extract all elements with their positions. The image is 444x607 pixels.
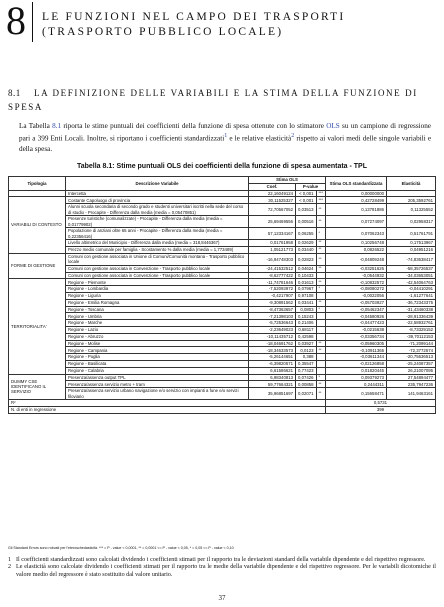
cell-std: -0,04477423 xyxy=(326,320,387,327)
cell-std: -0,04809248 xyxy=(326,253,387,265)
chapter-title xyxy=(42,10,345,40)
cell-pvalue: 0,07426 xyxy=(296,374,317,381)
cell-significance: *** xyxy=(316,197,325,204)
table-row xyxy=(9,216,436,228)
cell-elasticita: -39,70112153 xyxy=(387,333,436,340)
cell-std: 0,09379273 xyxy=(326,374,387,381)
footnotes xyxy=(8,557,436,579)
cell-coef: 22,16049124 xyxy=(249,190,296,197)
r2-value: 0,5731 xyxy=(326,400,436,407)
cell-std: 0,13781886 xyxy=(326,204,387,216)
table-row xyxy=(9,360,436,367)
table-row xyxy=(9,326,436,333)
table-row xyxy=(9,333,436,340)
section-heading xyxy=(8,86,436,114)
cell-std: -0,03356734 xyxy=(326,333,387,340)
para-text-2: riporta le stime puntuali dei coefficienti della funzione di spesa ottenute con lo stimatore xyxy=(61,122,327,130)
cell-coef: -8,62777422 xyxy=(249,272,296,279)
ols-link[interactable]: OLS xyxy=(326,122,340,130)
cell-pvalue: 0,04624 xyxy=(296,265,317,272)
cell-elasticita: -31,43460338 xyxy=(387,306,436,313)
cell-descrizione: Livello altimetrico del Municipio - Differenza dalla media (media = 318,8446367) xyxy=(66,240,249,247)
cell-coef: -5,72536643 xyxy=(249,320,296,327)
cell-std: 0,07274097 xyxy=(326,216,387,228)
cell-std: -0,05703927 xyxy=(326,299,387,306)
cell-pvalue: 0,77423 xyxy=(296,367,317,374)
cell-significance xyxy=(316,333,325,340)
cell-elasticita: 0,04951216 xyxy=(387,246,436,253)
table-note: Gli Standard Errors sono robusti per l'eteroschedasticità. *** = P - value < 0,0001, ** = 0,0001 <= P - value < 0,05, * = 0,05 <= P - value < 0,10 xyxy=(8,546,234,550)
cell-coef: -2,23649023 xyxy=(249,326,296,333)
cell-std: -0,08080272 xyxy=(326,286,387,293)
cell-std: -0,05462347 xyxy=(326,306,387,313)
cell-descrizione: Regione - Puglia xyxy=(66,354,249,361)
cell-coef: -18,34633573 xyxy=(249,347,296,354)
cell-significance: ** xyxy=(316,246,325,253)
cell-pvalue: 0,03513 xyxy=(296,204,317,216)
cell-elasticita: -0,04410291 xyxy=(387,286,436,293)
cell-coef: 1,05121773 xyxy=(249,246,296,253)
r2-row xyxy=(9,400,436,407)
cell-tipologia: TERRITORIALITA' xyxy=(9,279,66,374)
table-row xyxy=(9,374,436,381)
cell-std: -0,10911365 xyxy=(326,347,387,354)
cell-pvalue: 0,21406 xyxy=(296,320,317,327)
cell-descrizione: Regione - Calabria xyxy=(66,367,249,374)
cell-std: -0,03611344 xyxy=(326,354,387,361)
cell-coef: -16,94748303 xyxy=(249,253,296,265)
cell-tipologia xyxy=(9,190,66,197)
cell-pvalue: 0,00858 xyxy=(296,381,317,388)
cell-std: -0,10832572 xyxy=(326,279,387,286)
cell-elasticita: 205,3592761 xyxy=(387,197,436,204)
cell-std: 0,10256748 xyxy=(326,240,387,247)
cell-coef: -11,74781646 xyxy=(249,279,296,286)
cell-std: -0,04580926 xyxy=(326,313,387,320)
cell-elasticita: -72,3772574 xyxy=(387,347,436,354)
cell-descrizione: Regione - Liguria xyxy=(66,292,249,299)
chapter-heading xyxy=(4,2,345,42)
cell-significance: ** xyxy=(316,347,325,354)
cell-coef: -8,47363657 xyxy=(249,306,296,313)
cell-coef: -10,11435712 xyxy=(249,333,296,340)
cell-pvalue: 0,42598 xyxy=(296,333,317,340)
table-row xyxy=(9,320,436,327)
cell-descrizione: Intercetta xyxy=(66,190,249,197)
table-row xyxy=(9,354,436,361)
cell-elasticita: -20,75636513 xyxy=(387,354,436,361)
cell-std: 0,42728499 xyxy=(326,197,387,204)
table-row xyxy=(9,381,436,388)
estimates-table xyxy=(8,176,436,414)
cell-elasticita: 26,21007095 xyxy=(387,367,436,374)
cell-significance: * xyxy=(316,228,325,240)
cell-std: -0,0215638 xyxy=(326,326,387,333)
section-title: LA DEFINIZIONE DELLE VARIABILI E LA STIMA DELLA FUNZIONE DI SPESA xyxy=(8,88,418,112)
table-row xyxy=(9,246,436,253)
cell-tipologia: DUMMY CSE IDENTIFICANO IL SERVIZIO xyxy=(9,374,66,400)
cell-descrizione: Regione - Molise xyxy=(66,340,249,347)
cell-descrizione: Regione - Lombardia xyxy=(66,286,249,293)
n-value: 399 xyxy=(326,406,436,413)
cell-std: 0,07062343 xyxy=(326,228,387,240)
cell-descrizione: Costante Capoluogo di provincia xyxy=(66,197,249,204)
cell-descrizione: Regione - Emilia Romagna xyxy=(66,299,249,306)
cell-std: 0,00000000 xyxy=(326,190,387,197)
cell-descrizione: Presenza/assenza servizio urbano navigazione e/o servizio con impianti a fune e/o servizi filoviario xyxy=(66,388,249,400)
cell-significance: ** xyxy=(316,253,325,265)
table-row xyxy=(9,228,436,240)
cell-descrizione: Regione - Toscana xyxy=(66,306,249,313)
cell-significance xyxy=(316,320,325,327)
cell-elasticita: -36,72343375 xyxy=(387,299,436,306)
cell-std: 0,2444311 xyxy=(326,381,387,388)
footnote-1-text: Il coefficienti standardizzati sono calcolati dividendo i coefficienti stimati per il rapporto tra le deviazioni standard della variabile dipendente e del rispettivo regressore. xyxy=(16,557,426,563)
cell-descrizione: Comuni con gestione associata in Convenzione - Trasporto pubblico locale xyxy=(66,272,249,279)
cell-coef: 25,69469556 xyxy=(249,216,296,228)
cell-pvalue: 0,15243 xyxy=(296,313,317,320)
cell-pvalue: 0,35547 xyxy=(296,360,317,367)
chapter-title-line2: (TRASPORTO PUBBLICO LOCALE) xyxy=(42,26,284,38)
cell-pvalue: < 0,001 xyxy=(296,197,317,204)
footnote-ref-2[interactable]: 2 xyxy=(291,133,295,140)
table-row xyxy=(9,388,436,400)
cell-pvalue: 0,68117 xyxy=(296,326,317,333)
cell-elasticita: -22,58932761 xyxy=(387,320,436,327)
table-row xyxy=(9,265,436,272)
cell-significance xyxy=(316,326,325,333)
n-row xyxy=(9,406,436,413)
header-pvalue: P-value xyxy=(296,183,326,190)
cell-descrizione: Alunni scuola secondaria di secondo grado e studenti universitari iscritti nella sede del corso di studio - Procapite - Differenza dalla media (media = 0,05470851) xyxy=(66,204,249,216)
cell-elasticita: 141,9463161 xyxy=(387,388,436,400)
section-number: 8.1 xyxy=(8,88,21,98)
cell-pvalue: 0,03441 xyxy=(296,299,317,306)
cell-pvalue: 0,97108 xyxy=(296,292,317,299)
cell-significance: * xyxy=(316,306,325,313)
cell-descrizione: Comuni con gestione associata in Unione di Comuni/Comunità montana - Trasporto pubblico locale xyxy=(66,253,249,265)
cell-significance: ** xyxy=(316,388,325,400)
para-text-5: rispetto ai valori medi delle singole variabili e della spesa. xyxy=(19,134,432,153)
cell-coef: -0,4217907 xyxy=(249,292,296,299)
cell-pvalue: 0,02071 xyxy=(296,388,317,400)
cell-descrizione: Regione - Piemonte xyxy=(66,279,249,286)
header-coef: Coef. xyxy=(249,183,296,190)
cell-coef: -7,52093972 xyxy=(249,286,296,293)
cell-descrizione: Regione - Abruzzo xyxy=(66,333,249,340)
cell-std: 0,0826522 xyxy=(326,246,387,253)
cell-elasticita: -58,35726537 xyxy=(387,265,436,272)
cell-descrizione: Regione - Marche xyxy=(66,320,249,327)
cell-significance: ** xyxy=(316,340,325,347)
cell-coef: 35,96851697 xyxy=(249,388,296,400)
table-row xyxy=(9,347,436,354)
cell-tipologia: VARIABILI DI CONTESTO xyxy=(9,197,66,253)
cell-significance xyxy=(316,272,325,279)
table-row xyxy=(9,299,436,306)
cell-pvalue: 0,02823 xyxy=(296,253,317,265)
table-row xyxy=(9,367,436,374)
cell-pvalue: 0,10433 xyxy=(296,272,317,279)
page-number: 37 xyxy=(218,594,226,602)
cell-std: 0,15658471 xyxy=(326,388,387,400)
footnote-2-number: 2 xyxy=(8,564,12,571)
cell-pvalue: < 0,001 xyxy=(296,190,317,197)
cell-pvalue: 0,03927 xyxy=(296,340,317,347)
cell-significance xyxy=(316,367,325,374)
chapter-number: 8 xyxy=(4,2,33,42)
cell-pvalue: 0,03440 xyxy=(296,246,317,253)
cell-significance: ** xyxy=(316,240,325,247)
cell-elasticita: -8,73329152 xyxy=(387,326,436,333)
cell-significance: ** xyxy=(316,279,325,286)
cell-pvalue: 0,07967 xyxy=(296,286,317,293)
cell-elasticita xyxy=(387,190,436,197)
table-row xyxy=(9,292,436,299)
table-row xyxy=(9,190,436,197)
footnote-1-number: 1 xyxy=(8,557,12,563)
cell-descrizione: Prezzo medio comunale per famiglia - Scostamento % dalla media (media = 1,773489) xyxy=(66,246,249,253)
header-descrizione: Descrizione Variabile xyxy=(66,177,249,191)
cell-coef: -6,39820571 xyxy=(249,360,296,367)
cell-elasticita: 235,7947236 xyxy=(387,381,436,388)
para-text-3: su un campione di regressione pari a 399 Enti Locali. Inoltre, si riportano i coefficienti standardizzati xyxy=(19,122,432,143)
cell-coef: 6,61586621 xyxy=(249,367,296,374)
cell-coef: -5,26144651 xyxy=(249,354,296,361)
cell-pvalue: 0,0803 xyxy=(296,306,317,313)
table-row xyxy=(9,313,436,320)
table-row xyxy=(9,286,436,293)
cell-significance: * xyxy=(316,286,325,293)
table-row xyxy=(9,197,436,204)
header-elasticita: Elasticità xyxy=(387,177,436,191)
para-text-4: e le relative elasticità xyxy=(227,134,292,143)
cell-significance xyxy=(316,292,325,299)
cell-descrizione: Presenza/assenza output TPL xyxy=(66,374,249,381)
cell-coef: -24,41532512 xyxy=(249,265,296,272)
cell-coef: -9,30891562 xyxy=(249,299,296,306)
cell-elasticita: -1,61277641 xyxy=(387,292,436,299)
chapter-title-line1: LE FUNZIONI NEL CAMPO DEI TRASPORTI xyxy=(42,11,346,23)
cell-elasticita: -25,24087357 xyxy=(387,360,436,367)
cell-std: -0,05960305 xyxy=(326,340,387,347)
para-text-1: La Tabella xyxy=(19,122,53,130)
cell-std: 0,01820445 xyxy=(326,367,387,374)
table-ref-link[interactable]: 8.1 xyxy=(52,122,62,130)
cell-descrizione: Regione - Basilicata xyxy=(66,360,249,367)
cell-std: -0,02126858 xyxy=(326,360,387,367)
cell-significance: ** xyxy=(316,216,325,228)
cell-pvalue: 0,01613 xyxy=(296,279,317,286)
cell-elasticita: -34,03653051 xyxy=(387,272,436,279)
cell-descrizione: Popolazione di anziani oltre 65 anni - Procapite - Differenza dalla media (media = 0,22356416) xyxy=(66,228,249,240)
footnote-ref-1[interactable]: 1 xyxy=(224,133,228,140)
cell-elasticita: 0,02958317 xyxy=(387,216,436,228)
table-row xyxy=(9,340,436,347)
cell-pvalue: 0,388 xyxy=(296,354,317,361)
cell-coef: 57,12334167 xyxy=(249,228,296,240)
cell-elasticita: 0,51761791 xyxy=(387,228,436,240)
table-row xyxy=(9,306,436,313)
table-body xyxy=(9,190,436,413)
header-stima: Stima OLS xyxy=(249,177,326,184)
cell-significance: ** xyxy=(316,265,325,272)
cell-significance: ** xyxy=(316,381,325,388)
cell-significance: ** xyxy=(316,204,325,216)
cell-coef: 59,77664321 xyxy=(249,381,296,388)
cell-coef: -18,04691762 xyxy=(249,340,296,347)
cell-significance: *** xyxy=(316,190,325,197)
table-row xyxy=(9,272,436,279)
footnote-2-text: Le elasticità sono calcolate dividendo i coefficienti stimati per il rapporto tra le medie della variabile dipendente e del rispettivo regressore. Per le variabili dicotomiche il valore medio del regressore è stato sostituito dal valore unitario. xyxy=(16,564,436,578)
cell-coef: -7,21398103 xyxy=(249,313,296,320)
cell-descrizione: Presenza/assenza servizio metro + tram xyxy=(66,381,249,388)
cell-elasticita: 0,11325552 xyxy=(387,204,436,216)
cell-coef: 72,70567052 xyxy=(249,204,296,216)
cell-descrizione: Regione - Campania xyxy=(66,347,249,354)
table-caption: Tabella 8.1: Stime puntuali OLS dei coefficienti della funzione di spesa aumentata - TPL xyxy=(76,163,368,170)
body-paragraph xyxy=(19,121,431,154)
cell-pvalue: 0,0123 xyxy=(296,347,317,354)
cell-pvalue: 0,02629 xyxy=(296,240,317,247)
cell-pvalue: 0,00516 xyxy=(296,216,317,228)
cell-significance xyxy=(316,313,325,320)
cell-std: -0,0022056 xyxy=(326,292,387,299)
cell-pvalue: 0,06255 xyxy=(296,228,317,240)
table-row xyxy=(9,253,436,265)
table-row xyxy=(9,279,436,286)
cell-std: -0,03251626 xyxy=(326,265,387,272)
cell-descrizione: Presenze turistiche (comunalizzate) - Procapite - Differenza dalla media (media = 0,01779902) xyxy=(66,216,249,228)
cell-elasticita: -71,2099144 xyxy=(387,340,436,347)
r2-label: R² xyxy=(9,400,326,407)
cell-descrizione: Comuni con gestione associata in Convenzione - Trasporto pubblico locale xyxy=(66,265,249,272)
cell-significance xyxy=(316,354,325,361)
cell-elasticita: -28,91336439 xyxy=(387,313,436,320)
cell-elasticita: -74,83638417 xyxy=(387,253,436,265)
header-std: Stima OLS standardizzata xyxy=(326,177,387,191)
cell-coef: 0,01761958 xyxy=(249,240,296,247)
table-row xyxy=(9,204,436,216)
cell-significance: * xyxy=(316,374,325,381)
cell-coef: 30,11525327 xyxy=(249,197,296,204)
cell-elasticita: -42,54064763 xyxy=(387,279,436,286)
cell-descrizione: Regione - Umbria xyxy=(66,313,249,320)
cell-descrizione: Regione - Lazio xyxy=(66,326,249,333)
header-tipologia: Tipologia xyxy=(9,177,66,191)
cell-coef: 6,98340813 xyxy=(249,374,296,381)
cell-std: -0,0544932 xyxy=(326,272,387,279)
cell-significance xyxy=(316,360,325,367)
cell-elasticita: 27,54894477 xyxy=(387,374,436,381)
cell-tipologia: FORME DI GESTIONE xyxy=(9,253,66,279)
cell-significance: ** xyxy=(316,299,325,306)
table-row xyxy=(9,240,436,247)
n-label: N. di enti in regressione xyxy=(9,406,326,413)
footnote-2 xyxy=(8,564,436,579)
cell-elasticita: 0,17513967 xyxy=(387,240,436,247)
